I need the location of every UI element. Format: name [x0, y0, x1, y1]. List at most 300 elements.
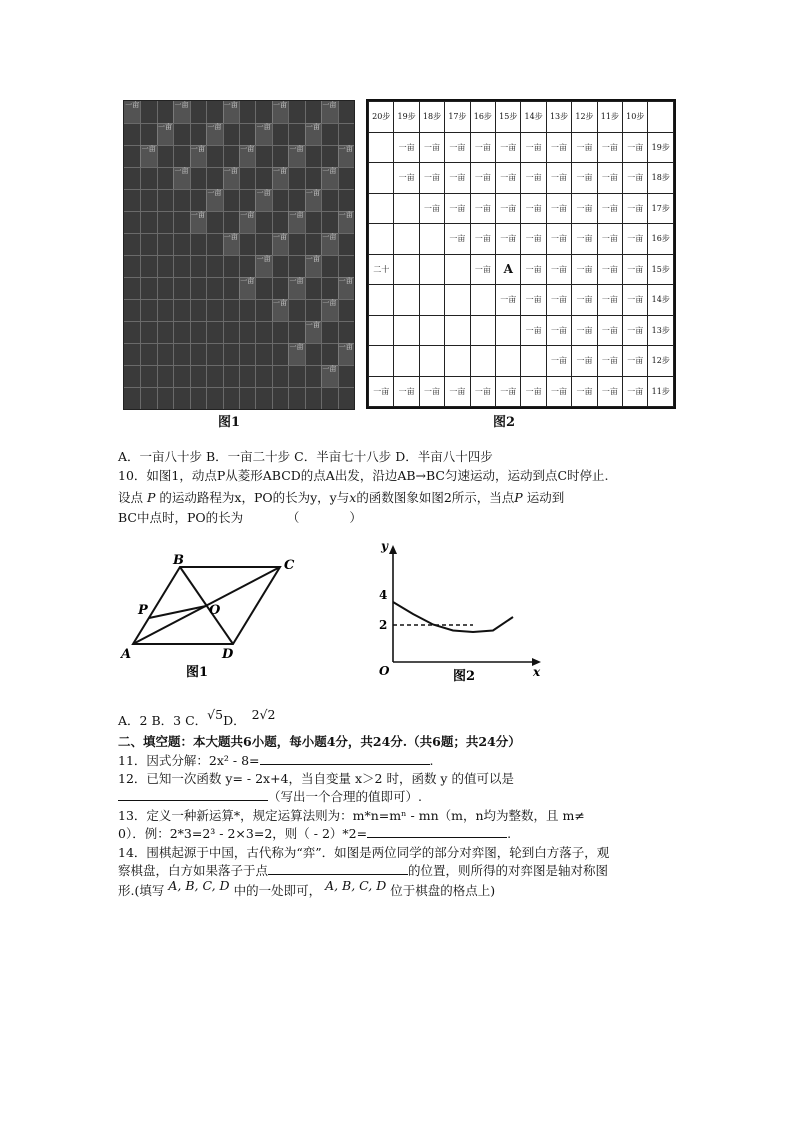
- grid-cell: [521, 346, 546, 377]
- photo-grid-cell: [157, 145, 174, 168]
- grid-cell: 11步: [648, 376, 674, 407]
- grid-cell: 一亩: [470, 132, 495, 163]
- photo-grid-cell: 一亩: [305, 321, 322, 344]
- photo-grid-cell: [124, 321, 141, 344]
- photo-grid-cell: [288, 123, 305, 146]
- figure-2-caption: 图2: [493, 415, 516, 430]
- photo-grid-cell: 一亩: [255, 189, 272, 212]
- photo-grid-cell: [157, 255, 174, 278]
- photo-grid-cell: [206, 277, 223, 300]
- grid-cell: 一亩: [623, 193, 648, 224]
- grid-cell: 一亩: [394, 376, 419, 407]
- photo-grid-cell: [157, 101, 174, 124]
- grid-cell: 一亩: [623, 254, 648, 285]
- grid-cell: 一亩: [496, 193, 521, 224]
- photo-grid-cell: [190, 123, 207, 146]
- photo-grid-cell: [140, 365, 157, 388]
- grid-cell: 一亩: [623, 132, 648, 163]
- photo-grid-cell: [190, 101, 207, 124]
- grid-cell: 一亩: [445, 193, 470, 224]
- label-o: O: [209, 603, 221, 618]
- photo-grid-cell: [140, 387, 157, 410]
- grid-cell: 一亩: [521, 193, 546, 224]
- grid-cell: 一亩: [597, 193, 622, 224]
- grid-cell: 一亩: [623, 346, 648, 377]
- photo-grid-cell: [173, 387, 190, 410]
- grid-cell: 一亩: [496, 285, 521, 316]
- photo-grid-cell: 一亩: [206, 123, 223, 146]
- diagonal-bd: [180, 567, 233, 644]
- photo-grid-cell: [140, 277, 157, 300]
- grid-cell: [445, 285, 470, 316]
- grid-header-cell: 19步: [394, 102, 419, 133]
- grid-cell: 一亩: [521, 224, 546, 255]
- photo-grid-cell: [157, 277, 174, 300]
- photo-grid-cell: [305, 101, 322, 124]
- photo-grid-cell: [239, 101, 256, 124]
- photo-grid-cell: [305, 211, 322, 234]
- photo-grid-cell: [190, 343, 207, 366]
- photo-grid-cell: [305, 343, 322, 366]
- photo-grid-cell: [255, 211, 272, 234]
- grid-header-cell: 13步: [546, 102, 571, 133]
- grid-cell: [394, 224, 419, 255]
- photo-grid-cell: 一亩: [223, 233, 240, 256]
- photo-grid-cell: [272, 365, 289, 388]
- grid-cell: 16步: [648, 224, 674, 255]
- grid-cell: 一亩: [496, 376, 521, 407]
- photo-grid-cell: [272, 145, 289, 168]
- grid-cell: 一亩: [572, 376, 597, 407]
- grid-cell: [496, 315, 521, 346]
- grid-cell: 17步: [648, 193, 674, 224]
- photo-grid-cell: [305, 233, 322, 256]
- photo-grid-cell: [223, 145, 240, 168]
- grid-cell: 一亩: [521, 132, 546, 163]
- grid-cell: [419, 254, 444, 285]
- function-graph: [365, 540, 545, 685]
- photo-grid-cell: [338, 387, 355, 410]
- photo-grid-cell: [206, 101, 223, 124]
- grid-cell: 一亩: [546, 346, 571, 377]
- photo-grid-cell: [173, 343, 190, 366]
- photo-grid-cell: [173, 321, 190, 344]
- photo-grid-cell: [124, 211, 141, 234]
- function-curve: [393, 602, 513, 632]
- photo-grid-cell: [206, 145, 223, 168]
- grid-cell: 一亩: [546, 163, 571, 194]
- grid-cell: 一亩: [521, 285, 546, 316]
- photo-grid-cell: 一亩: [206, 189, 223, 212]
- segment-po: [149, 606, 206, 618]
- grid-cell: 13步: [648, 315, 674, 346]
- photo-grid-cell: [157, 211, 174, 234]
- photo-grid-cell: [140, 167, 157, 190]
- grid-cell: 14步: [648, 285, 674, 316]
- photo-grid-cell: [124, 233, 141, 256]
- photo-grid-cell: [288, 255, 305, 278]
- grid-cell: [369, 224, 394, 255]
- photo-grid-cell: 一亩: [321, 101, 338, 124]
- photo-grid-cell: [140, 189, 157, 212]
- photo-grid-cell: [157, 167, 174, 190]
- grid-cell: 一亩: [597, 132, 622, 163]
- grid-cell: 一亩: [419, 163, 444, 194]
- photo-grid-cell: [338, 321, 355, 344]
- grid-cell: [369, 163, 394, 194]
- grid-cell: 一亩: [521, 254, 546, 285]
- grid-cell: 一亩: [572, 346, 597, 377]
- grid-cell: 一亩: [597, 254, 622, 285]
- photo-grid-cell: [206, 167, 223, 190]
- photo-grid-cell: 一亩: [173, 167, 190, 190]
- grid-cell: 一亩: [597, 224, 622, 255]
- photo-grid-cell: 一亩: [239, 211, 256, 234]
- photo-grid-cell: [338, 255, 355, 278]
- q10-options: A．2 B．3 C．√5D． 2√2: [118, 707, 276, 728]
- x-label: x: [533, 665, 541, 679]
- grid-cell: [419, 315, 444, 346]
- photo-grid-cell: [140, 123, 157, 146]
- photo-grid-cell: [223, 365, 240, 388]
- grid-header-cell: 11步: [597, 102, 622, 133]
- photo-grid-cell: 一亩: [190, 145, 207, 168]
- q10-line3: BC中点时，PO的长为 （ ）: [118, 510, 362, 525]
- grid-cell: 一亩: [623, 376, 648, 407]
- grid-cell: 二十: [369, 254, 394, 285]
- grid-cell: [470, 346, 495, 377]
- photo-grid-cell: [157, 189, 174, 212]
- photo-grid-cell: [223, 387, 240, 410]
- grid-cell: 18步: [648, 163, 674, 194]
- grid-cell: 一亩: [521, 163, 546, 194]
- photo-grid-cell: 一亩: [239, 145, 256, 168]
- photo-grid-cell: [239, 387, 256, 410]
- grid-cell: [470, 285, 495, 316]
- grid-cell: 一亩: [572, 163, 597, 194]
- photo-grid-cell: [206, 321, 223, 344]
- grid-header-cell: 12步: [572, 102, 597, 133]
- photo-grid-cell: [223, 211, 240, 234]
- photo-grid-cell: [272, 211, 289, 234]
- photo-grid-cell: [173, 145, 190, 168]
- photo-grid-cell: 一亩: [321, 167, 338, 190]
- grid-cell: [445, 315, 470, 346]
- grid-cell: 一亩: [572, 315, 597, 346]
- grid-cell: 一亩: [623, 224, 648, 255]
- grid-cell: 一亩: [445, 163, 470, 194]
- photo-grid-cell: 一亩: [239, 277, 256, 300]
- q14-answer-blank[interactable]: [268, 874, 408, 875]
- grid-cell: 一亩: [623, 163, 648, 194]
- grid-cell: [394, 254, 419, 285]
- photo-grid-cell: [190, 233, 207, 256]
- photo-grid-cell: [338, 233, 355, 256]
- photo-grid-cell: [321, 255, 338, 278]
- photo-grid-cell: 一亩: [321, 233, 338, 256]
- photo-grid-cell: [288, 233, 305, 256]
- photo-grid-cell: [338, 167, 355, 190]
- q13-line1: 13．定义一种新运算*，规定运算法则为：m*n=mⁿ - mn（m，n均为整数，且 m≠: [118, 808, 585, 823]
- photo-grid-cell: [124, 189, 141, 212]
- grid-cell: 一亩: [546, 376, 571, 407]
- photo-grid-cell: 一亩: [272, 299, 289, 322]
- photo-grid-cell: 一亩: [255, 123, 272, 146]
- photo-grid-cell: [272, 189, 289, 212]
- photo-grid-cell: [223, 123, 240, 146]
- photo-grid-cell: [239, 365, 256, 388]
- q11-answer-blank[interactable]: [260, 764, 430, 765]
- photo-grid-cell: [206, 211, 223, 234]
- option-c-value: √5: [207, 707, 224, 722]
- photo-grid-cell: 一亩: [321, 365, 338, 388]
- photo-grid-cell: [206, 299, 223, 322]
- grid-cell: 一亩: [572, 193, 597, 224]
- photo-grid-cell: [321, 277, 338, 300]
- grid-cell: 一亩: [445, 132, 470, 163]
- photo-grid-cell: [173, 189, 190, 212]
- photo-grid-cell: [157, 321, 174, 344]
- photo-grid-cell: 一亩: [288, 343, 305, 366]
- option-d-value: 2√2: [251, 707, 276, 722]
- photo-grid-cell: [305, 387, 322, 410]
- photo-grid-cell: [255, 101, 272, 124]
- grid-cell: 一亩: [597, 376, 622, 407]
- photo-grid-cell: [255, 387, 272, 410]
- grid-cell: 一亩: [470, 254, 495, 285]
- photo-grid-cell: [190, 387, 207, 410]
- photo-grid-cell: [305, 145, 322, 168]
- photo-grid-cell: [288, 189, 305, 212]
- photo-grid-cell: [157, 233, 174, 256]
- grid-cell: 一亩: [470, 376, 495, 407]
- photo-grid-cell: [272, 343, 289, 366]
- photo-grid-cell: [140, 233, 157, 256]
- rhombus-figure: [118, 552, 308, 682]
- photo-grid-cell: [239, 321, 256, 344]
- q14-line1: 14．围棋起源于中国，古代称为“弈”．如图是两位同学的部分对弈图，轮到白方落子，观: [118, 845, 610, 860]
- q12-answer-blank[interactable]: [118, 800, 268, 801]
- photo-grid-cell: [321, 189, 338, 212]
- photo-grid-cell: 一亩: [223, 167, 240, 190]
- grid-cell: [419, 346, 444, 377]
- photo-grid-cell: [124, 277, 141, 300]
- grid-header-cell: 10步: [623, 102, 648, 133]
- photo-grid-cell: 一亩: [223, 101, 240, 124]
- grid-cell: 一亩: [369, 376, 394, 407]
- photo-grid-cell: [190, 255, 207, 278]
- photo-grid-cell: [288, 167, 305, 190]
- photo-grid-cell: [338, 365, 355, 388]
- photo-grid-cell: 一亩: [305, 123, 322, 146]
- q13-line2: 0）．例：2*3=2³ - 2×3=2，则（ - 2）*2= .: [118, 826, 512, 841]
- photo-grid-cell: [272, 387, 289, 410]
- photo-grid-cell: 一亩: [272, 167, 289, 190]
- photo-grid-cell: [272, 123, 289, 146]
- grid-cell: [445, 346, 470, 377]
- photo-grid-cell: [140, 321, 157, 344]
- grid-header-cell: 16步: [470, 102, 495, 133]
- area-grid-table: [366, 99, 676, 409]
- grid-header-cell: 20步: [369, 102, 394, 133]
- photo-grid-cell: 一亩: [124, 101, 141, 124]
- photo-grid-cell: [190, 167, 207, 190]
- tick-4: 4: [379, 588, 388, 602]
- photo-grid-cell: [255, 299, 272, 322]
- photo-grid-cell: [321, 343, 338, 366]
- grid-cell: [419, 285, 444, 316]
- photo-grid-cell: [239, 189, 256, 212]
- photo-grid-cell: [255, 167, 272, 190]
- photo-grid-cell: [223, 343, 240, 366]
- section-2-title: 二、填空题：本大题共6小题，每小题4分，共24分.（共6题；共24分）: [118, 734, 521, 749]
- q10-line2: 设点 P 的运动路程为x，PO的长为y，y与x的函数图象如图2所示，当点P 运动到: [118, 490, 565, 505]
- photo-grid-cell: 一亩: [272, 101, 289, 124]
- figure-1-caption: 图1: [218, 415, 241, 430]
- grid-cell: 一亩: [572, 132, 597, 163]
- grid-cell: [369, 193, 394, 224]
- photo-grid-cell: 一亩: [338, 343, 355, 366]
- grid-cell: [419, 224, 444, 255]
- photo-grid-cell: [321, 387, 338, 410]
- grid-cell: [394, 193, 419, 224]
- grid-cell: 一亩: [419, 193, 444, 224]
- photo-grid-cell: 一亩: [173, 101, 190, 124]
- q14-line3: 形.(填写 A, B, C, D 中的一处即可， A, B, C, D 位于棋盘的格点上): [118, 878, 496, 898]
- photo-grid-cell: [190, 299, 207, 322]
- grid-cell: 一亩: [521, 376, 546, 407]
- rhombus-caption: 图1: [186, 665, 209, 680]
- photo-grid-cell: [173, 211, 190, 234]
- photo-grid-cell: [140, 299, 157, 322]
- grid-cell: 一亩: [597, 163, 622, 194]
- photo-grid-cell: [206, 233, 223, 256]
- grid-cell: [445, 254, 470, 285]
- label-a: A: [121, 647, 132, 662]
- grid-cell: 一亩: [470, 224, 495, 255]
- grid-cell: 12步: [648, 346, 674, 377]
- grid-cell: 一亩: [394, 163, 419, 194]
- photo-grid-cell: [239, 167, 256, 190]
- grid-header-cell: 17步: [445, 102, 470, 133]
- photo-grid-cell: [338, 101, 355, 124]
- q12-line1: 12．已知一次函数 y= - 2x+4，当自变量 x＞2 时，函数 y 的值可以是: [118, 771, 514, 786]
- grid-cell: 一亩: [546, 132, 571, 163]
- photo-grid-cell: [239, 343, 256, 366]
- photo-grid-cell: [173, 233, 190, 256]
- grid-cell: 一亩: [546, 193, 571, 224]
- photo-grid-cell: 一亩: [140, 145, 157, 168]
- photo-grid-cell: [124, 167, 141, 190]
- grid-cell: 一亩: [445, 376, 470, 407]
- q14-line2: 察棋盘，白方如果落子于点 的位置，则所得的对弈图是轴对称图: [118, 863, 609, 878]
- grid-cell: 一亩: [572, 224, 597, 255]
- photo-grid-cell: 一亩: [157, 123, 174, 146]
- photo-grid-cell: [124, 387, 141, 410]
- photo-grid-cell: [321, 123, 338, 146]
- photo-grid-cell: 一亩: [305, 255, 322, 278]
- photo-grid-cell: [288, 387, 305, 410]
- photo-grid-cell: [140, 101, 157, 124]
- photo-grid-cell: [124, 145, 141, 168]
- photo-grid-cell: [223, 189, 240, 212]
- photo-grid-cell: [239, 233, 256, 256]
- photo-grid-cell: [305, 277, 322, 300]
- q12-line2: （写出一个合理的值即可）.: [118, 788, 422, 806]
- grid-cell: 一亩: [496, 224, 521, 255]
- grid-cell: 一亩: [546, 224, 571, 255]
- photo-grid-cell: [305, 167, 322, 190]
- grid-cell: [394, 285, 419, 316]
- grid-cell: [369, 346, 394, 377]
- q13-answer-blank[interactable]: [367, 837, 507, 838]
- tick-2: 2: [379, 618, 388, 632]
- grid-cell: [394, 346, 419, 377]
- grid-cell: 一亩: [419, 132, 444, 163]
- grid-cell: 一亩: [470, 193, 495, 224]
- photo-grid-cell: [338, 299, 355, 322]
- photo-grid-cell: 一亩: [338, 145, 355, 168]
- photo-grid-cell: [255, 321, 272, 344]
- photo-grid-cell: [223, 255, 240, 278]
- y-label: y: [381, 540, 388, 553]
- grid-header-cell: 14步: [521, 102, 546, 133]
- q9-options: A．一亩八十步 B．一亩二十步 C．半亩七十八步 D．半亩八十四步: [118, 449, 493, 464]
- ancient-grid-photo: [123, 100, 355, 410]
- photo-grid-cell: [140, 255, 157, 278]
- photo-grid-cell: [157, 365, 174, 388]
- grid-cell: 一亩: [546, 254, 571, 285]
- photo-grid-cell: 一亩: [272, 233, 289, 256]
- grid-cell: 一亩: [394, 132, 419, 163]
- photo-grid-cell: [288, 365, 305, 388]
- q11: 11．因式分解：2x² - 8= .: [118, 753, 434, 768]
- grid-cell: [369, 315, 394, 346]
- grid-cell: 一亩: [496, 163, 521, 194]
- photo-grid-cell: [223, 321, 240, 344]
- photo-grid-cell: [239, 299, 256, 322]
- photo-grid-cell: [206, 387, 223, 410]
- grid-cell: 19步: [648, 132, 674, 163]
- photo-grid-cell: [173, 299, 190, 322]
- photo-grid-cell: [190, 321, 207, 344]
- photo-grid-cell: [223, 299, 240, 322]
- photo-grid-cell: [272, 321, 289, 344]
- photo-grid-cell: 一亩: [305, 189, 322, 212]
- photo-grid-cell: [305, 299, 322, 322]
- photo-grid-cell: 一亩: [255, 255, 272, 278]
- photo-grid-cell: [305, 365, 322, 388]
- grid-cell: 一亩: [546, 285, 571, 316]
- grid-cell: [470, 315, 495, 346]
- grid-cell: 一亩: [546, 315, 571, 346]
- photo-grid-cell: [288, 101, 305, 124]
- grid-cell: 一亩: [445, 224, 470, 255]
- grid-cell: 一亩: [623, 285, 648, 316]
- grid-cell: 15步: [648, 254, 674, 285]
- photo-grid-cell: [206, 365, 223, 388]
- photo-grid-cell: [173, 255, 190, 278]
- label-p: P: [138, 603, 148, 618]
- photo-grid-cell: [272, 255, 289, 278]
- graph-caption: 图2: [453, 669, 476, 684]
- grid-cell: [496, 346, 521, 377]
- photo-grid-cell: [173, 123, 190, 146]
- photo-grid-cell: [173, 277, 190, 300]
- photo-grid-cell: [157, 387, 174, 410]
- photo-grid-cell: [206, 343, 223, 366]
- photo-grid-cell: [157, 299, 174, 322]
